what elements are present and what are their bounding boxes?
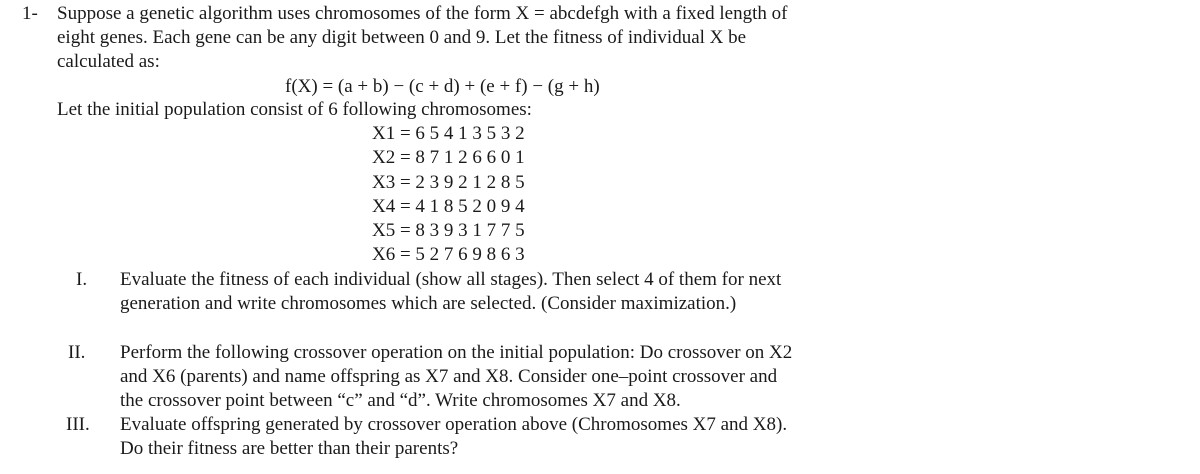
part-line: the crossover point between “c” and “d”. Write chromosomes X7 and X8.	[120, 390, 681, 411]
intro-line: Suppose a genetic algorithm uses chromosomes of the form X = abcdefgh with a fixed length of	[57, 3, 788, 24]
question-intro	[57, 2, 877, 74]
part-text	[120, 268, 880, 316]
part-line: Evaluate offspring generated by crossover operation above (Chromosomes X7 and X8).	[120, 414, 788, 435]
intro-line: calculated as:	[57, 51, 160, 72]
part-line: and X6 (parents) and name offspring as X7 and X8. Consider one–point crossover and	[120, 366, 778, 387]
part-numeral: II.	[68, 342, 86, 363]
chromosome-x3: X3 = 2 3 9 2 1 2 8 5	[372, 171, 525, 193]
part-line: Do their fitness are better than their parents?	[120, 438, 459, 459]
fitness-formula: f(X) = (a + b) − (c + d) + (e + f) − (g + h)	[285, 76, 600, 97]
chromosome-x5: X5 = 8 3 9 3 1 7 7 5	[372, 220, 525, 242]
intro-line: eight genes. Each gene can be any digit between 0 and 9. Let the fitness of individual X be	[57, 27, 747, 48]
question-number: 1-	[22, 3, 38, 24]
part-text	[120, 413, 880, 461]
population-intro: Let the initial population consist of 6 following chromosomes:	[57, 99, 532, 120]
part-line: Perform the following crossover operation on the initial population: Do crossover on X2	[120, 342, 793, 363]
part-line: Evaluate the fitness of each individual (show all stages). Then select 4 of them for next	[120, 269, 782, 290]
chromosome-x6: X6 = 5 2 7 6 9 8 6 3	[372, 244, 525, 266]
part-text	[120, 341, 880, 413]
part-numeral: III.	[66, 414, 90, 435]
chromosome-x4: X4 = 4 1 8 5 2 0 9 4	[372, 195, 525, 217]
chromosome-x2: X2 = 8 7 1 2 6 6 0 1	[372, 147, 525, 169]
part-line: generation and write chromosomes which are selected. (Consider maximization.)	[120, 293, 737, 314]
chromosome-list	[372, 122, 525, 268]
chromosome-x1: X1 = 6 5 4 1 3 5 3 2	[372, 123, 525, 144]
part-numeral: I.	[76, 269, 88, 290]
